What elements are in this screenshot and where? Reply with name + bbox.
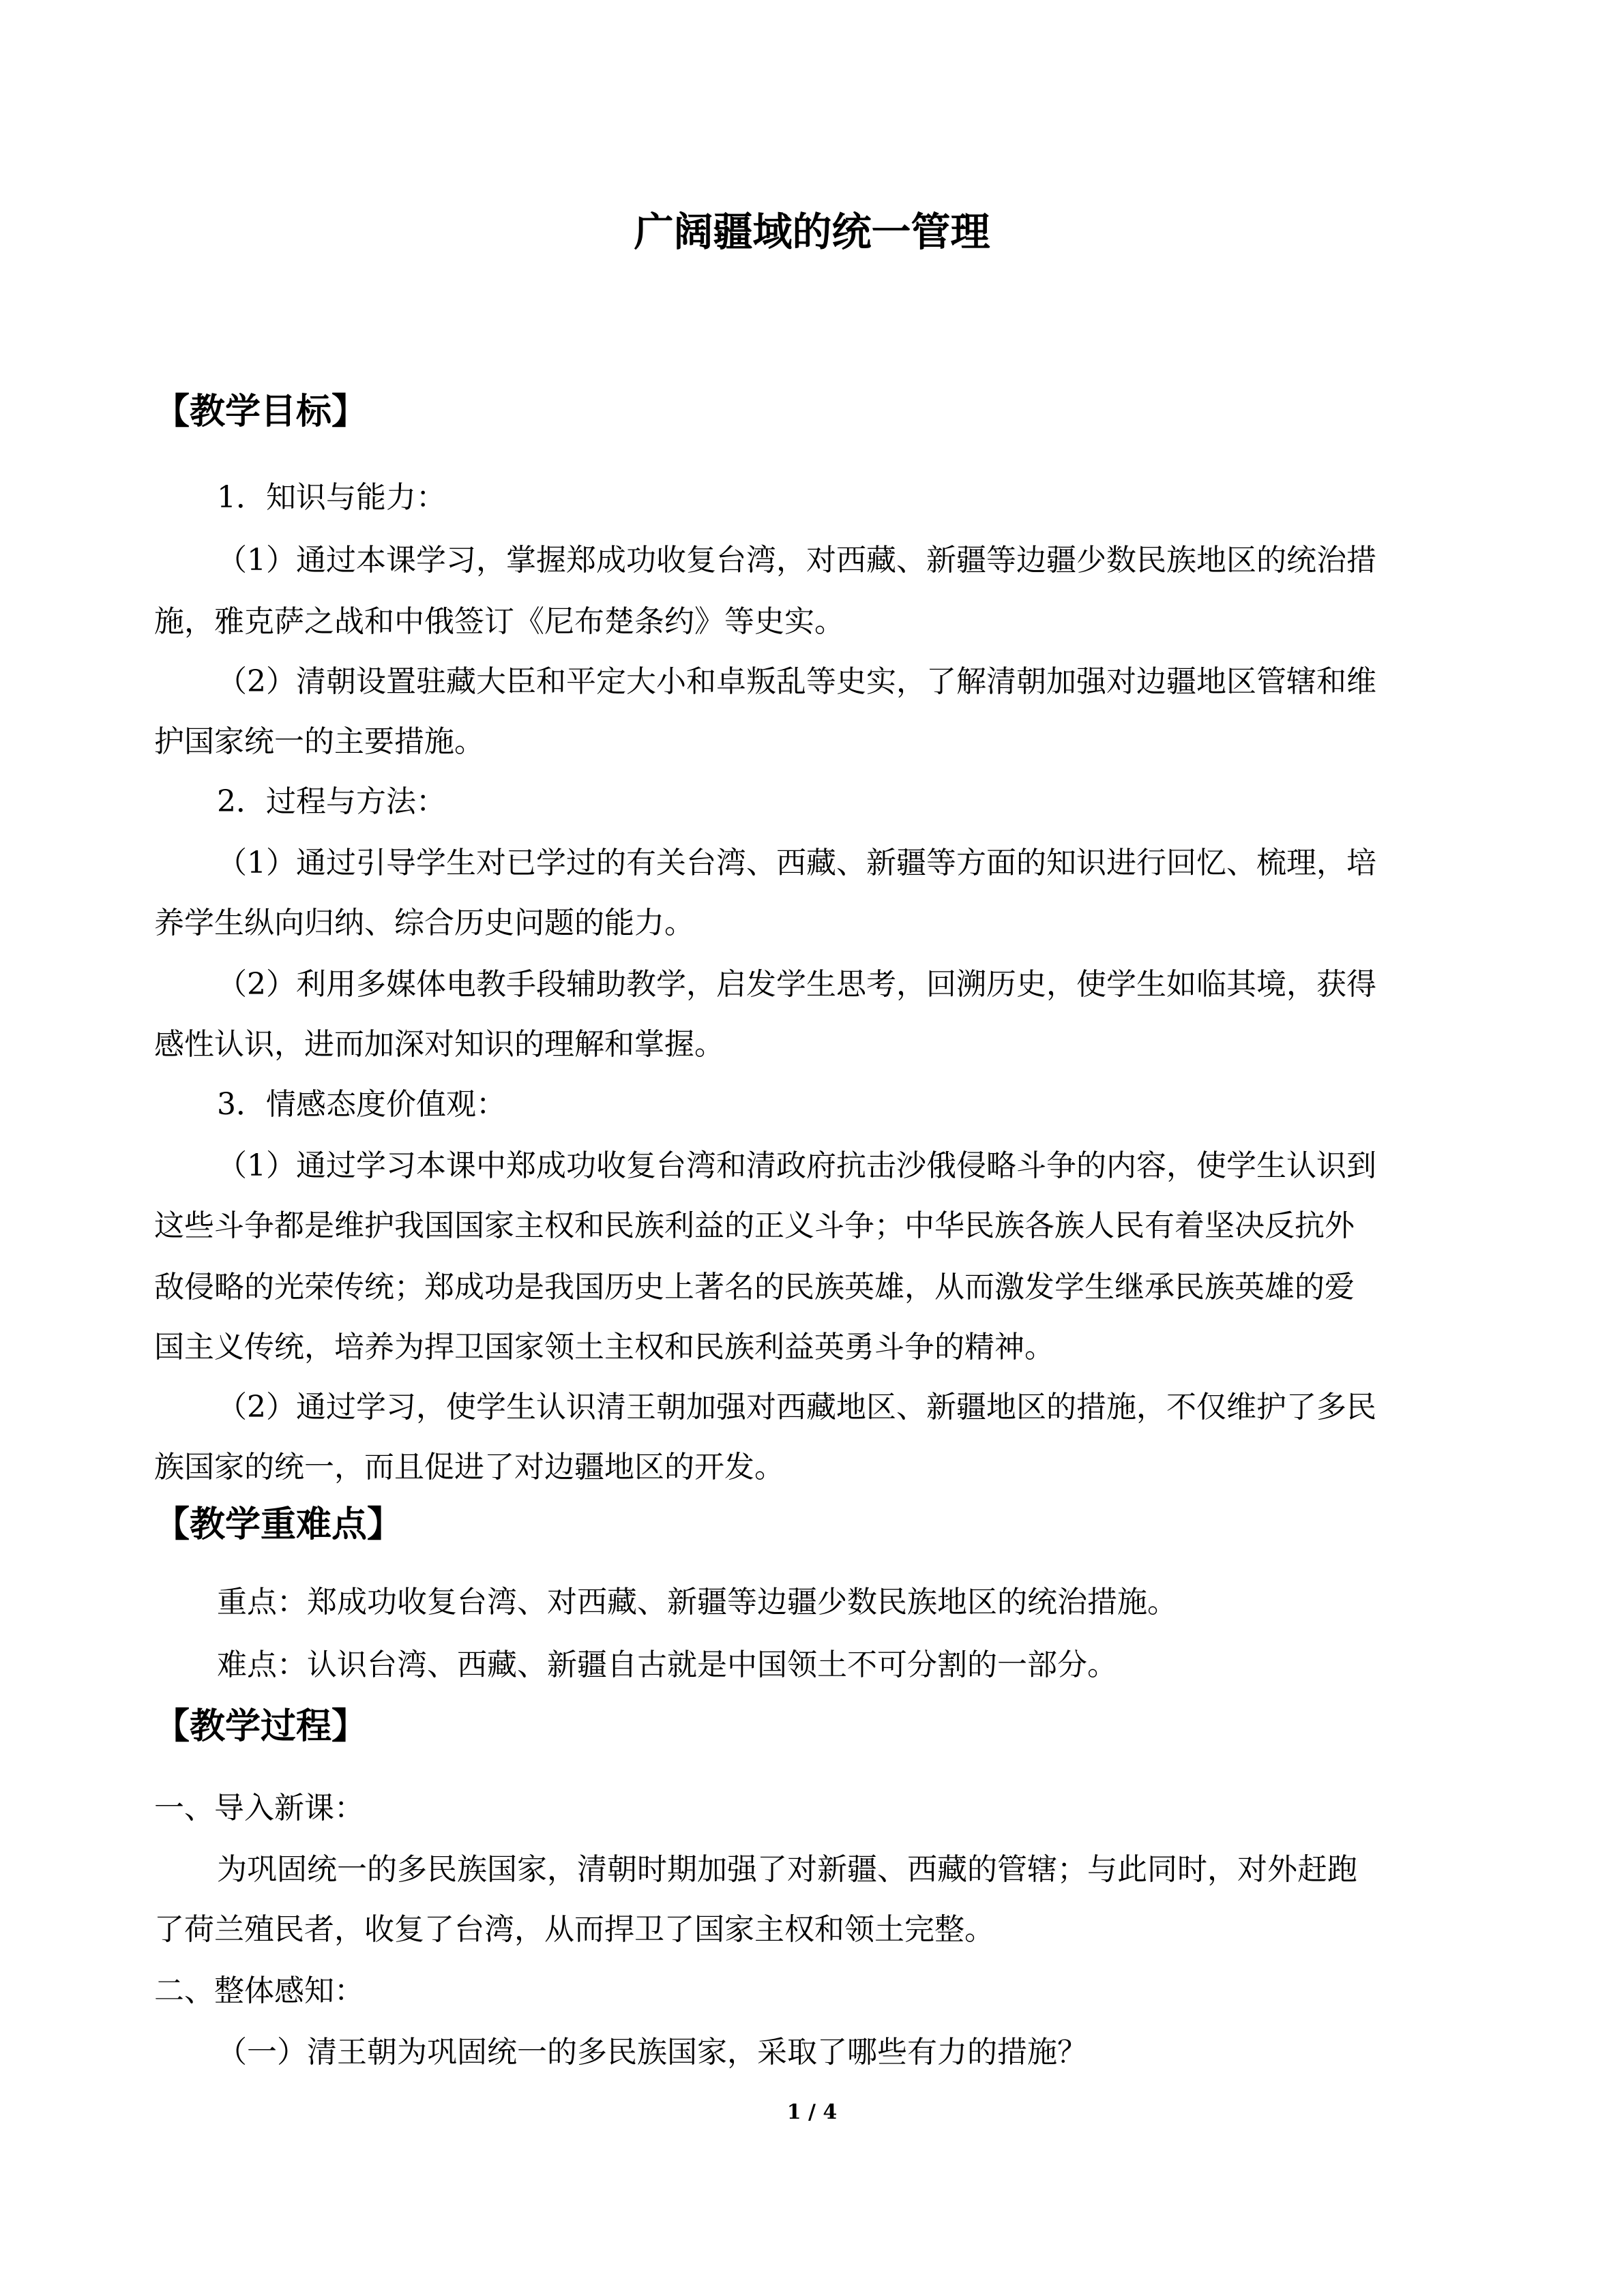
- key-point-difficulty: 难点：认识台湾、西藏、新疆自古就是中国领土不可分割的一部分。: [217, 1648, 1117, 1682]
- subsection-knowledge: 1．知识与能力：: [217, 480, 446, 515]
- subsection-values: 3．情感态度价值观：: [217, 1087, 506, 1122]
- paragraph-line: 施，雅克萨之战和中俄签订《尼布楚条约》等史实。: [154, 604, 844, 639]
- key-point-focus: 重点：郑成功收复台湾、对西藏、新疆等边疆少数民族地区的统治措施。: [217, 1585, 1177, 1620]
- paragraph-line: 族国家的统一，而且促进了对边疆地区的开发。: [154, 1450, 784, 1485]
- paragraph-line: 这些斗争都是维护我国国家主权和民族利益的正义斗争；中华民族各族人民有着坚决反抗外: [154, 1208, 1355, 1243]
- paragraph-line: 养学生纵向归纳、综合历史问题的能力。: [154, 906, 694, 940]
- section-heading-process: 【教学过程】: [154, 1705, 368, 1747]
- paragraph-line: （2）通过学习，使学生认识清王朝加强对西藏地区、新疆地区的措施，不仅维护了多民: [217, 1390, 1376, 1425]
- paragraph-line: 敌侵略的光荣传统；郑成功是我国历史上著名的民族英雄，从而激发学生继承民族英雄的爱: [154, 1270, 1355, 1304]
- paragraph-line: 为巩固统一的多民族国家，清朝时期加强了对新疆、西藏的管辖；与此同时，对外赶跑: [217, 1852, 1357, 1887]
- paragraph-line: （2）清朝设置驻藏大臣和平定大小和卓叛乱等史实，了解清朝加强对边疆地区管辖和维: [217, 664, 1376, 699]
- process-step-overall: 二、整体感知：: [154, 1973, 364, 2008]
- page-title: 广阔疆域的统一管理: [634, 209, 990, 255]
- section-heading-keypoints: 【教学重难点】: [154, 1504, 403, 1545]
- paragraph-line: （2）利用多媒体电教手段辅助教学，启发学生思考，回溯历史，使学生如临其境，获得: [217, 967, 1376, 1002]
- paragraph-line: （1）通过本课学习，掌握郑成功收复台湾，对西藏、新疆等边疆少数民族地区的统治措: [217, 543, 1376, 578]
- paragraph-line: （1）通过引导学生对已学过的有关台湾、西藏、新疆等方面的知识进行回忆、梳理，培: [217, 846, 1376, 880]
- paragraph-line: 了荷兰殖民者，收复了台湾，从而捍卫了国家主权和领土完整。: [154, 1912, 994, 1947]
- paragraph-line: 感性认识，进而加深对知识的理解和掌握。: [154, 1027, 724, 1062]
- paragraph-line: 国主义传统，培养为捍卫国家领土主权和民族利益英勇斗争的精神。: [154, 1330, 1054, 1365]
- subsection-process-method: 2．过程与方法：: [217, 784, 446, 819]
- page-number: 1 / 4: [786, 2100, 838, 2124]
- paragraph-line: （1）通过学习本课中郑成功收复台湾和清政府抗击沙俄侵略斗争的内容，使学生认识到: [217, 1148, 1376, 1183]
- section-heading-objectives: 【教学目标】: [154, 391, 368, 432]
- paragraph-line: （一）清王朝为巩固统一的多民族国家，采取了哪些有力的措施？: [217, 2035, 1087, 2070]
- paragraph-line: 护国家统一的主要措施。: [154, 724, 484, 759]
- process-step-intro: 一、导入新课：: [154, 1791, 364, 1825]
